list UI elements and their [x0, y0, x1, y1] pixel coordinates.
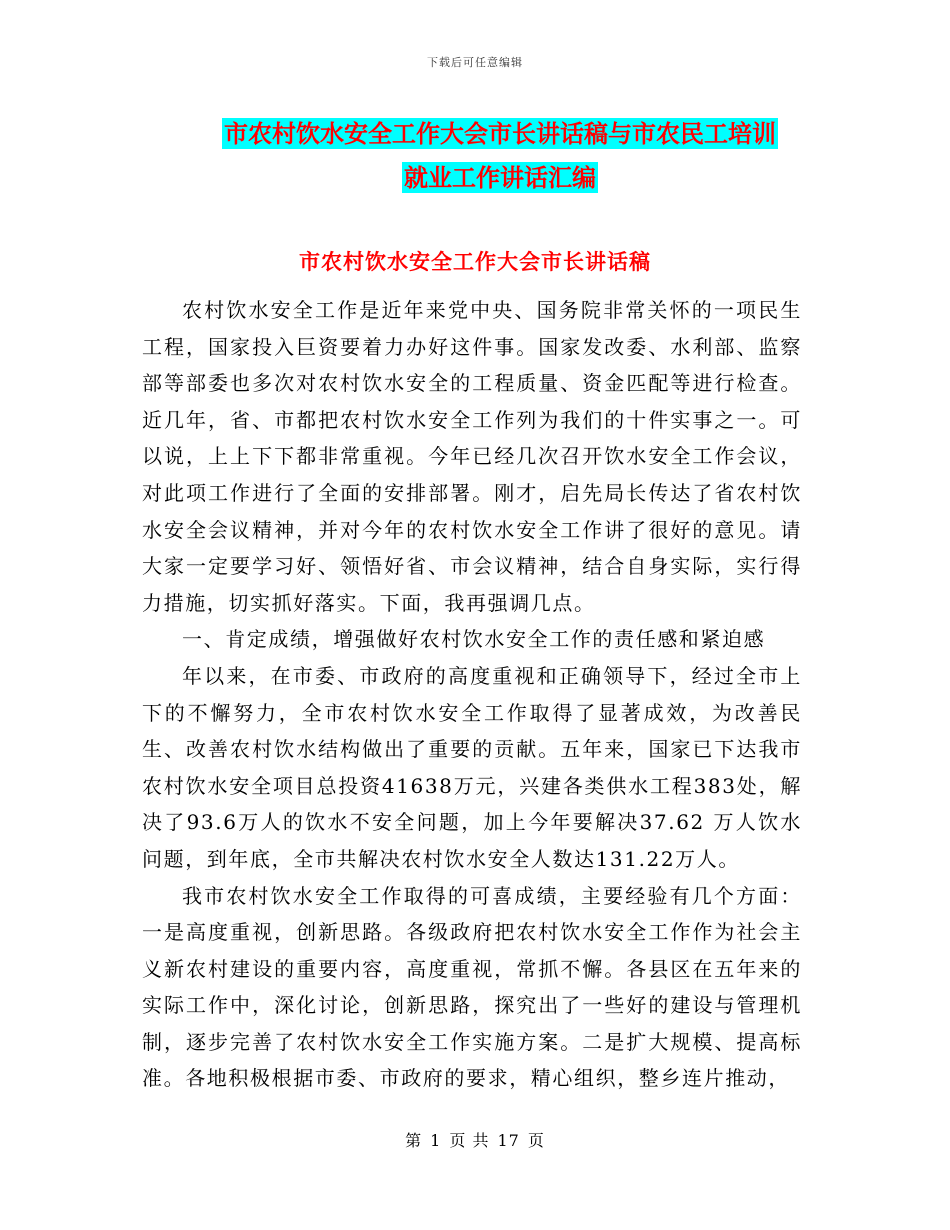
page-label-suffix: 页: [527, 1131, 545, 1150]
body-text: [142, 292, 802, 1097]
document-title-line-2: 就业工作讲话汇编: [404, 163, 596, 192]
section-title: 市农村饮水安全工作大会市长讲话稿: [299, 249, 651, 274]
paragraph: 农村饮水安全工作是近年来党中央、国务院非常关怀的一项民生工程，国家投入巨资要着力办好这件事。国家发改委、水利部、监察部等部委也多次对农村饮水安全的工程质量、资金匹配等进行检查。近几年，省、市都把农村饮水安全工作列为我们的十件实事之一。可以说，上上下下都非常重视。今年已经几次召开饮水安全工作会议，对此项工作进行了全面的安排部署。刚才，启先局长传达了省农村饮水安全会议精神，并对今年的农村饮水安全工作讲了很好的意见。请大家一定要学习好、领悟好省、市会议精神，结合自身实际，实行得力措施，切实抓好落实。下面，我再强调几点。: [142, 298, 802, 615]
paragraph: 一、肯定成绩，增强做好农村饮水安全工作的责任感和紧迫感: [182, 627, 766, 652]
document-title-line-1: 市农村饮水安全工作大会市长讲话稿与市农民工培训: [224, 119, 776, 148]
header-note: 下载后可任意编辑: [427, 56, 523, 69]
page-label-mid: 页 共: [449, 1131, 490, 1150]
paragraph: 我市农村饮水安全工作取得的可喜成绩，主要经验有几个方面：一是高度重视，创新思路。各级政府把农村饮水安全工作作为社会主义新农村建设的重要内容，高度重视，常抓不懈。各县区在五年来的实际工作中，深化讨论，创新思路，探究出了一些好的建设与管理机制，逐步完善了农村饮水安全工作实施方案。二是扩大规模、提高标准。各地积极根据市委、市政府的要求，精心组织，整乡连片推动，: [142, 883, 802, 1091]
document-title: [150, 112, 850, 200]
page-footer: [0, 1128, 950, 1151]
paragraph: 年以来，在市委、市政府的高度重视和正确领导下，经过全市上下的不懈努力，全市农村饮水安全工作取得了显著成效，为改善民生、改善农村饮水结构做出了重要的贡献。五年来，国家已下达我市农村饮水安全项目总投资41638万元，兴建各类供水工程383处，解决了93.6万人的饮水不安全问题，加上今年要解决37.62 万人饮水问题，到年底，全市共解决农村饮水安全人数达131.22万人。: [142, 663, 802, 871]
page-label-prefix: 第: [405, 1131, 423, 1150]
page-total: 17: [497, 1131, 520, 1150]
page-current: 1: [430, 1131, 442, 1150]
